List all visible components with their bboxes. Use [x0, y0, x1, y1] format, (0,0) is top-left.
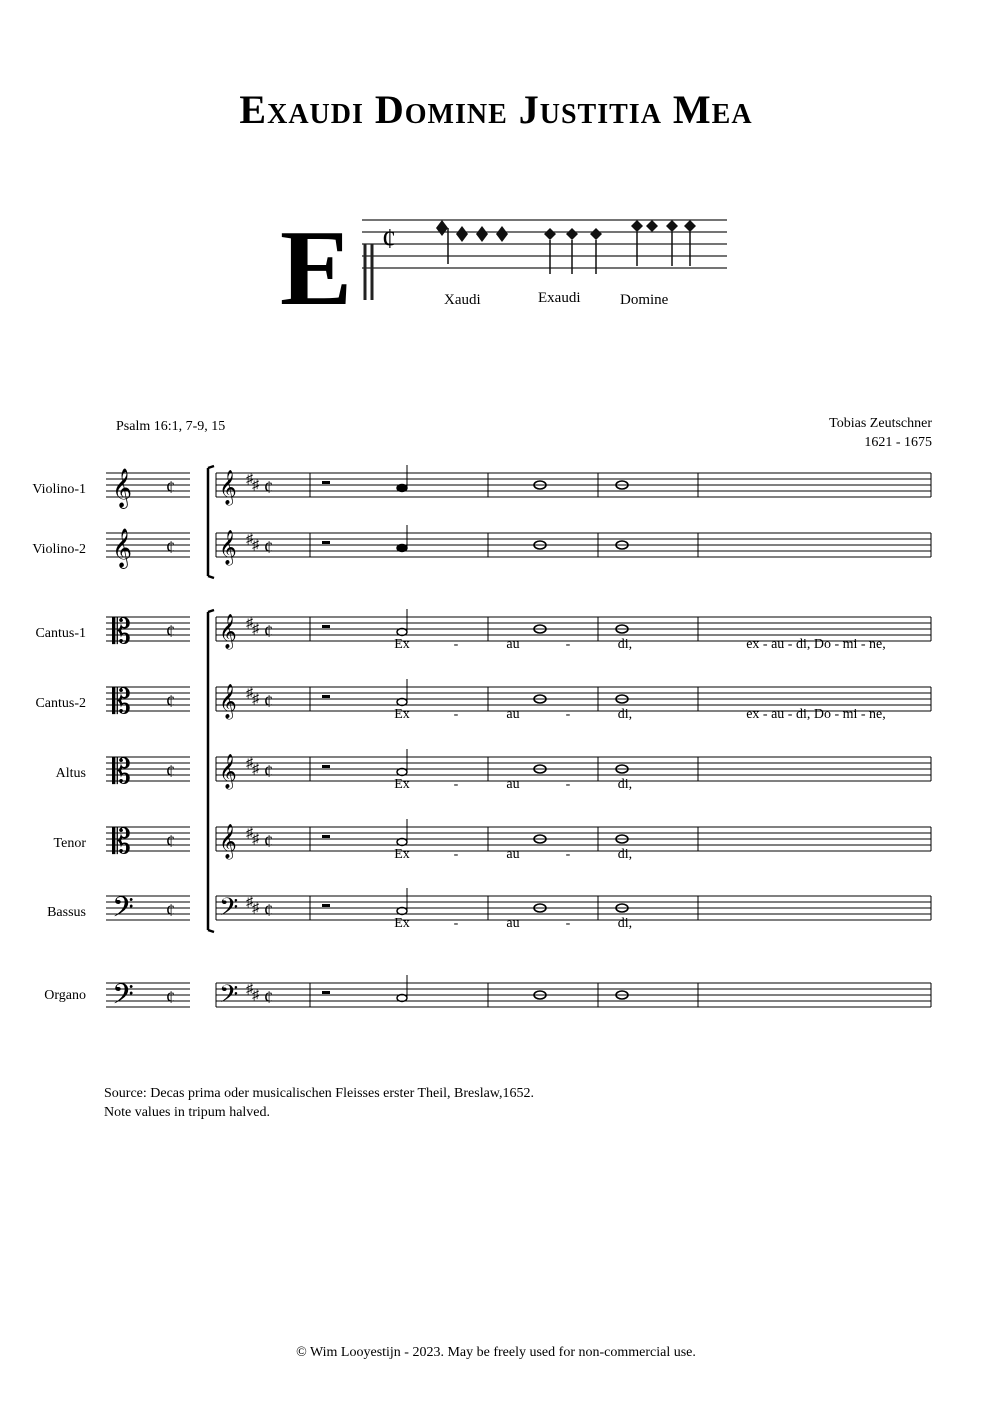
svg-text:𝄡: 𝄡 [112, 614, 131, 651]
svg-text:𝄞: 𝄞 [219, 825, 237, 858]
svg-text:♯: ♯ [252, 832, 259, 847]
lyric-syllable: - [453, 637, 459, 652]
facsimile-initial: E [280, 209, 353, 314]
lyric-syllable: Ex [394, 707, 410, 722]
facsimile-word: Domine [620, 292, 669, 308]
part-name: Tenor [53, 836, 86, 851]
lyric-syllable: au [506, 637, 520, 652]
svg-text:♯: ♯ [252, 692, 259, 707]
svg-text:𝄢: 𝄢 [219, 894, 239, 927]
svg-text:♯: ♯ [252, 538, 259, 553]
part-name: Organo [44, 988, 86, 1003]
svg-text:♯: ♯ [246, 826, 253, 841]
svg-text:¢: ¢ [264, 621, 273, 641]
svg-text:♯: ♯ [246, 532, 253, 547]
svg-text:¢: ¢ [166, 761, 175, 781]
staff [216, 465, 931, 506]
svg-text:♯: ♯ [246, 616, 253, 631]
svg-text:♯: ♯ [252, 762, 259, 777]
lyric-syllable: au [506, 707, 520, 722]
part-name: Altus [55, 766, 86, 781]
svg-text:¢: ¢ [264, 477, 273, 497]
lyric-syllable: - [565, 637, 571, 652]
source-line: Note values in tripum halved. [104, 1105, 271, 1120]
part-name: Violino-1 [32, 482, 86, 497]
svg-text:¢: ¢ [166, 987, 175, 1007]
staff [216, 819, 931, 860]
svg-text:♯: ♯ [246, 895, 253, 910]
svg-text:♯: ♯ [246, 756, 253, 771]
part-name: Bassus [47, 905, 86, 920]
staff [216, 975, 931, 1014]
source-line: Source: Decas prima oder musicalischen Fleisses erster Theil, Breslaw,1652. [104, 1086, 534, 1101]
part-name: Cantus-2 [35, 696, 86, 711]
svg-text:𝄞: 𝄞 [219, 471, 237, 504]
svg-text:¢: ¢ [264, 761, 273, 781]
lyric-syllable: - [565, 847, 571, 862]
svg-text:♯: ♯ [246, 686, 253, 701]
lyric-syllable: - [453, 916, 459, 931]
lyric-syllable: au [506, 916, 520, 931]
incipit-staff [106, 614, 190, 651]
lyric-syllable: ex - au - di, Do - mi - ne, [746, 637, 886, 652]
svg-text:¢: ¢ [264, 537, 273, 557]
facsimile-word: Xaudi [444, 292, 481, 308]
svg-text:𝄞: 𝄞 [219, 755, 237, 788]
svg-text:¢: ¢ [382, 224, 396, 255]
copyright-notice: © Wim Looyestijn - 2023. May be freely used for non-commercial use. [296, 1345, 696, 1360]
lyric-syllable: Ex [394, 637, 410, 652]
lyric-syllable: di, [617, 847, 633, 862]
svg-text:𝄞: 𝄞 [219, 531, 237, 564]
svg-text:¢: ¢ [166, 621, 175, 641]
lyric-syllable: - [453, 847, 459, 862]
svg-text:¢: ¢ [166, 831, 175, 851]
svg-text:¢: ¢ [264, 987, 273, 1007]
page-title: Exaudi Domine Justitia Mea [239, 87, 753, 132]
staff [216, 888, 931, 927]
svg-text:¢: ¢ [166, 691, 175, 711]
part-name: Cantus-1 [35, 626, 86, 641]
svg-text:𝄢: 𝄢 [219, 981, 239, 1014]
lyric-syllable: au [506, 847, 520, 862]
lyric-syllable: - [453, 707, 459, 722]
svg-text:𝄞: 𝄞 [219, 615, 237, 648]
svg-text:♯: ♯ [246, 982, 253, 997]
incipit-staff [106, 529, 190, 569]
svg-text:𝄞: 𝄞 [219, 685, 237, 718]
lyric-syllable: di, [617, 637, 633, 652]
svg-text:¢: ¢ [166, 900, 175, 920]
lyric-syllable: au [506, 777, 520, 792]
svg-text:𝄡: 𝄡 [112, 684, 131, 721]
lyric-syllable: Ex [394, 916, 410, 931]
lyric-syllable: di, [617, 916, 633, 931]
lyric-syllable: di, [617, 707, 633, 722]
incipit-staff [106, 469, 190, 509]
svg-text:𝄢: 𝄢 [112, 893, 134, 930]
svg-text:¢: ¢ [166, 537, 175, 557]
svg-text:♯: ♯ [252, 622, 259, 637]
composer-dates: 1621 - 1675 [864, 435, 932, 450]
svg-text:¢: ¢ [264, 691, 273, 711]
svg-text:𝄢: 𝄢 [112, 980, 134, 1017]
svg-text:𝄞: 𝄞 [112, 470, 133, 507]
svg-text:𝄡: 𝄡 [112, 754, 131, 791]
part-name: Violino-2 [32, 542, 86, 557]
facsimile-word: Exaudi [538, 290, 581, 306]
lyric-syllable: - [565, 777, 571, 792]
incipit-staff [106, 893, 190, 930]
lyric-syllable: Ex [394, 777, 410, 792]
lyric-syllable: ex - au - di, Do - mi - ne, [746, 707, 886, 722]
incipit-staff [106, 754, 190, 791]
lyric-syllable: di, [617, 777, 633, 792]
incipit-staff [106, 980, 190, 1017]
svg-text:¢: ¢ [264, 900, 273, 920]
incipit-staff [106, 824, 190, 861]
svg-text:♯: ♯ [252, 988, 259, 1003]
staff [216, 749, 931, 790]
svg-text:¢: ¢ [264, 831, 273, 851]
lyric-syllable: - [453, 777, 459, 792]
source-note [104, 1084, 534, 1122]
svg-text:♯: ♯ [252, 901, 259, 916]
svg-text:𝄡: 𝄡 [112, 824, 131, 861]
staff [216, 525, 931, 566]
lyric-syllable: - [565, 707, 571, 722]
lyric-syllable: Ex [394, 847, 410, 862]
svg-text:♯: ♯ [246, 472, 253, 487]
incipit-staff [106, 684, 190, 721]
lyric-syllable: - [565, 916, 571, 931]
svg-text:♯: ♯ [252, 478, 259, 493]
svg-text:¢: ¢ [166, 477, 175, 497]
svg-text:𝄞: 𝄞 [112, 530, 133, 567]
psalm-reference: Psalm 16:1, 7-9, 15 [116, 419, 226, 434]
composer-name: Tobias Zeutschner [829, 416, 932, 431]
